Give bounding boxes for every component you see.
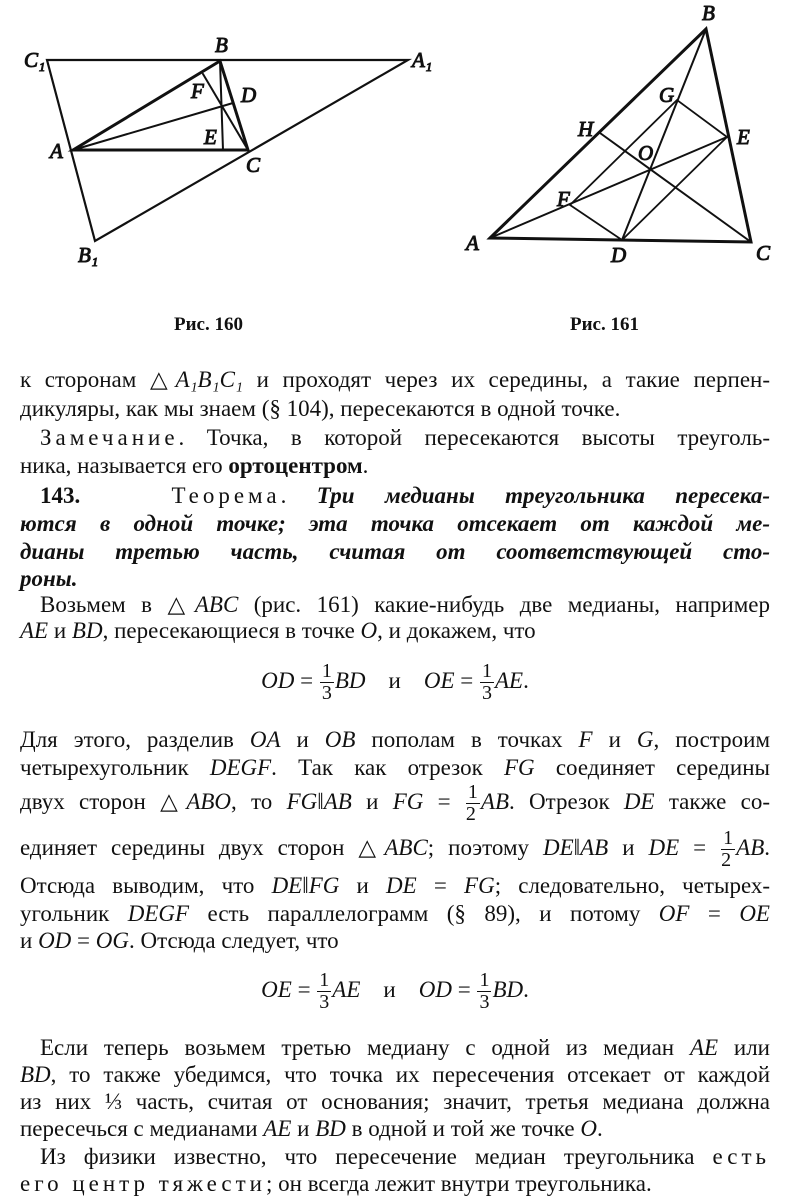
label-e: E — [204, 125, 217, 149]
math-italic: OE — [423, 668, 455, 693]
text-line — [20, 1114, 770, 1144]
figure-160 — [24, 33, 432, 267]
text: двух сторон △ — [20, 789, 187, 814]
text: Из физики известно, что пересечение медиан треугольника — [40, 1144, 713, 1169]
text-line — [20, 899, 770, 929]
text-line — [20, 753, 770, 783]
text: = — [679, 835, 721, 860]
math-italic: AE — [689, 1035, 719, 1060]
text-line — [20, 926, 770, 956]
label-a: A — [50, 139, 63, 163]
math-italic: O — [360, 618, 378, 643]
text: , то — [231, 789, 287, 814]
math-italic: FG — [392, 789, 424, 814]
math-italic: OD — [38, 928, 72, 953]
math-italic: DE — [623, 789, 655, 814]
text-line — [20, 871, 770, 901]
figure-160-caption: Рис. 160 — [174, 314, 243, 335]
math-italic: AB — [323, 789, 352, 814]
text: . Точка, в которой пересекаются высоты треуголь- — [178, 425, 770, 450]
text: . — [523, 668, 529, 693]
math-italic: DE — [386, 873, 417, 898]
text: Возьмем в △ — [40, 592, 195, 617]
text: и — [280, 727, 325, 752]
text: . Так как отрезок — [271, 755, 504, 780]
text: . — [596, 1116, 603, 1141]
text: . — [764, 835, 770, 860]
fraction — [320, 661, 334, 704]
text: ‖ — [302, 873, 309, 898]
text: соединяет середины — [534, 755, 770, 780]
spaced-text: его центр тяжести — [20, 1171, 266, 1196]
figure-161 — [464, 1, 771, 267]
text-line — [20, 1169, 770, 1199]
label-o: O — [638, 141, 654, 165]
text: Для этого, разделив — [20, 727, 250, 752]
text-line — [20, 394, 770, 424]
text-line — [20, 826, 770, 870]
math-italic: OE — [739, 901, 770, 926]
text: ; поэтому — [427, 835, 543, 860]
math-italic: FG — [503, 755, 535, 780]
text-line — [20, 780, 770, 824]
text-line — [20, 1060, 770, 1090]
math-italic: A₁B₁C₁ — [175, 367, 243, 392]
text: и — [608, 835, 649, 860]
math-italic: F — [578, 727, 593, 752]
text: и проходят через их середины, а такие перпен- — [242, 367, 770, 392]
text-line — [40, 1033, 770, 1063]
denominator: 2 — [465, 803, 476, 826]
math-italic: O — [580, 1116, 597, 1141]
text-line — [40, 1142, 770, 1172]
text: или — [718, 1035, 770, 1060]
math-italic: AE — [332, 977, 361, 1002]
bold-text: ортоцентром — [228, 453, 363, 478]
label-g: G — [659, 83, 675, 107]
spaced-text: Теорема — [171, 483, 281, 508]
label-f: F — [557, 187, 570, 211]
text: Если теперь возьмем третью медиану с одной из медиан — [40, 1035, 690, 1060]
label-a1: A₁ — [412, 48, 433, 72]
denominator: 3 — [319, 991, 330, 1014]
label-a: A — [466, 231, 479, 255]
spaced-text: Замечание — [40, 425, 179, 450]
text: Отсюда выводим, что — [20, 873, 272, 898]
math-italic: OB — [324, 727, 356, 752]
numerator: 1 — [321, 660, 332, 683]
fraction — [721, 828, 735, 871]
text-line — [40, 423, 770, 453]
figure-161-caption: Рис. 161 — [570, 314, 639, 335]
text: = — [423, 789, 465, 814]
text: . Отрезок — [509, 789, 624, 814]
text: , построим — [653, 727, 770, 752]
theorem-text: роны. — [20, 566, 78, 591]
text — [80, 483, 171, 508]
math-italic: OE — [261, 977, 292, 1002]
text: , и докажем, что — [377, 618, 536, 643]
math-italic: AE — [495, 668, 524, 693]
label-c: C — [756, 241, 771, 265]
text: = — [71, 928, 96, 953]
text-line — [20, 1087, 770, 1117]
text: = — [416, 873, 465, 898]
text: и — [48, 618, 72, 643]
numerator: 1 — [479, 969, 490, 992]
math-italic: G — [636, 727, 654, 752]
label-e: E — [737, 125, 750, 149]
text: и — [339, 873, 387, 898]
math-italic: ABC — [194, 592, 239, 617]
formula-line — [20, 651, 770, 711]
theorem-text: ются в одной точке; эта точка отсекает от каждой ме- — [20, 511, 770, 536]
label-b: B — [702, 1, 715, 25]
math-italic: ABC — [384, 835, 428, 860]
median-bd — [622, 29, 706, 240]
math-italic: OD — [418, 977, 452, 1002]
text: = — [294, 668, 319, 693]
label-f: F — [191, 79, 204, 103]
text: . — [523, 977, 529, 1002]
math-italic: OD — [261, 668, 295, 693]
math-italic: AB — [480, 789, 510, 814]
text: = — [689, 901, 740, 926]
label-h: H — [578, 117, 594, 141]
denominator: 2 — [721, 849, 732, 872]
math-italic: AE — [20, 618, 49, 643]
text: есть параллелограмм (§ 89), и потому — [189, 901, 659, 926]
numerator: 1 — [467, 781, 478, 804]
text: и — [291, 1116, 316, 1141]
math-italic: DEGF — [209, 755, 272, 780]
text: . Отсюда следует, что — [129, 928, 339, 953]
text: , пересекающиеся в точке — [102, 618, 361, 643]
text: и — [365, 668, 424, 693]
math-italic: AB — [580, 835, 609, 860]
text: из них ⅓ часть, считая от основания; значит, третья медиана должна — [20, 1089, 770, 1114]
label-d: D — [611, 243, 627, 267]
bold-text: 143. — [40, 483, 81, 508]
fraction — [466, 782, 480, 825]
text: и — [20, 928, 39, 953]
denominator: 3 — [321, 682, 332, 705]
text: и — [592, 727, 637, 752]
numerator: 1 — [723, 827, 734, 850]
text: = — [454, 668, 479, 693]
fraction — [317, 970, 331, 1013]
text: к сторонам △ — [20, 367, 176, 392]
math-italic: FG — [308, 873, 340, 898]
math-italic: BD — [492, 977, 524, 1002]
text-line — [20, 509, 770, 539]
label-c: C — [246, 153, 261, 177]
math-italic: FG — [286, 789, 318, 814]
label-b: B — [215, 33, 228, 57]
text: ‖ — [317, 789, 324, 814]
math-italic: BD — [20, 1062, 51, 1087]
theorem-text: Три медианы треугольника пересека- — [316, 483, 771, 508]
math-italic: DE — [648, 835, 680, 860]
numerator: 1 — [482, 660, 492, 683]
text: дикуляры, как мы знаем (§ 104), пересекаются в одной точке. — [20, 396, 621, 421]
denominator: 3 — [479, 991, 490, 1014]
math-italic: BD — [71, 618, 103, 643]
fraction — [477, 970, 491, 1013]
text-line — [20, 616, 770, 646]
math-italic: OF — [658, 901, 690, 926]
text: = — [291, 977, 317, 1002]
text: в одной и той же точке — [345, 1116, 581, 1141]
denominator: 3 — [482, 682, 492, 705]
numerator: 1 — [319, 969, 330, 992]
math-italic: BD — [334, 668, 366, 693]
median-ae — [490, 137, 727, 238]
math-italic: ABO — [186, 789, 232, 814]
text: = — [451, 977, 477, 1002]
text: . — [280, 483, 317, 508]
label-c1: C₁ — [24, 48, 46, 72]
text: угольник — [20, 901, 128, 926]
text: также со- — [654, 789, 770, 814]
triangle-abc — [490, 29, 751, 242]
text-line — [40, 481, 770, 511]
text: ‖ — [573, 835, 581, 860]
text: , то также убедимся, что точка их пересечения отсекает от каждой — [50, 1062, 770, 1087]
text: пересечься с медианами — [20, 1116, 264, 1141]
text-line — [20, 365, 770, 395]
math-italic: BD — [315, 1116, 346, 1141]
text-line — [20, 537, 770, 567]
text-line — [20, 725, 770, 755]
math-italic: DE — [271, 873, 303, 898]
text: четырехугольник — [20, 755, 210, 780]
formula-line — [20, 960, 770, 1020]
text: (рис. 161) какие-нибудь две медианы, например — [238, 592, 770, 617]
text: единяет середины двух сторон △ — [20, 835, 385, 860]
text: пополам в точках — [355, 727, 579, 752]
math-italic: AE — [263, 1116, 292, 1141]
label-b1: B₁ — [78, 243, 99, 267]
theorem-text: дианы третью часть, считая от соответствующей сто- — [20, 539, 770, 564]
math-italic: OG — [95, 928, 130, 953]
fraction — [480, 661, 494, 704]
label-d: D — [241, 83, 257, 107]
math-italic: DEGF — [127, 901, 190, 926]
math-italic: AB — [736, 835, 765, 860]
figures — [0, 0, 787, 300]
math-italic: FG — [464, 873, 495, 898]
text-line — [20, 451, 770, 481]
math-italic: DE — [542, 835, 574, 860]
text: ; он всегда лежит внутри треугольника. — [266, 1171, 652, 1196]
text: ника, называется его — [20, 453, 229, 478]
text: и — [351, 789, 393, 814]
text: и — [360, 977, 419, 1002]
spaced-text: есть — [712, 1144, 770, 1169]
text: . — [362, 453, 369, 478]
math-italic: OA — [249, 727, 281, 752]
text: ; следовательно, четырех- — [494, 873, 771, 898]
